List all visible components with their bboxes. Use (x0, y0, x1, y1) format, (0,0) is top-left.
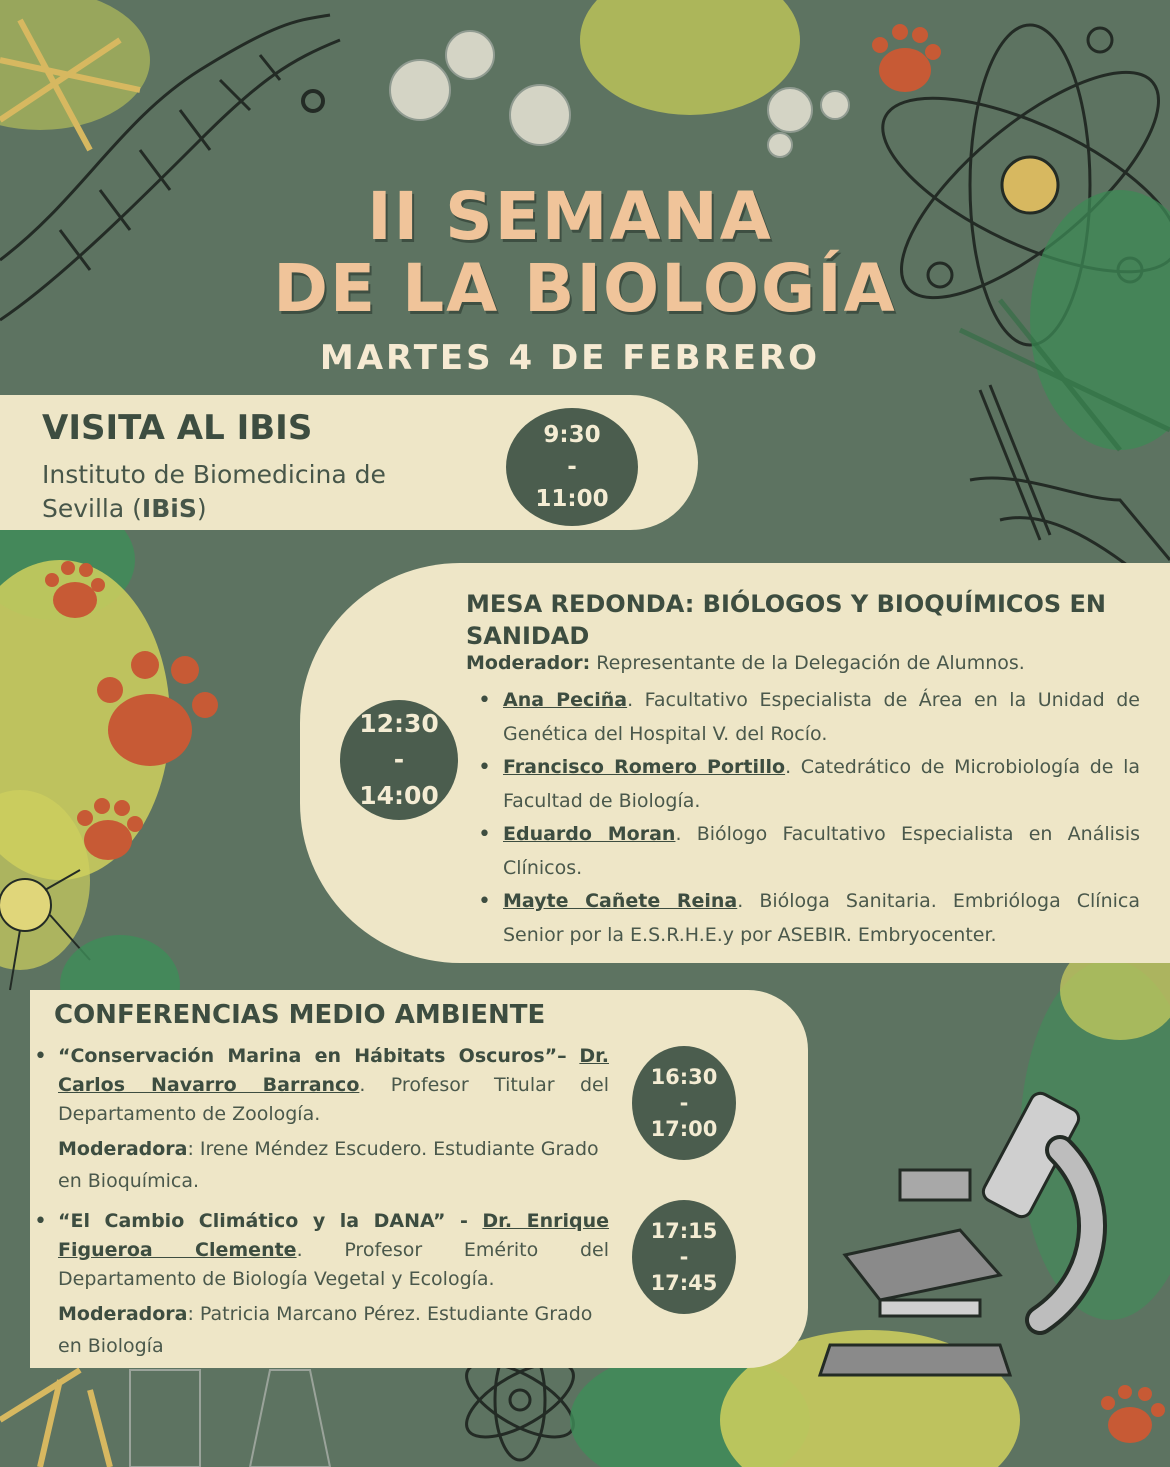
time-start: 12:30 (359, 709, 439, 738)
paw-print-icon (1101, 1385, 1165, 1443)
time-end: 17:45 (650, 1271, 718, 1295)
time-separator: - (679, 1091, 689, 1115)
time-separator: - (567, 454, 577, 480)
speaker-name: Mayte Cañete Reina (503, 890, 738, 912)
conference-time-badge (632, 1200, 736, 1314)
moderator-text: : Patricia Marcano Pérez. Estudiante Grado en Biología (58, 1303, 593, 1357)
event-title-line1: II SEMANA (367, 178, 773, 255)
visita-subtitle (42, 458, 462, 526)
event-date: MARTES 4 DE FEBRERO (319, 338, 821, 378)
list-item (478, 818, 1140, 885)
conference-moderator (34, 1133, 609, 1197)
visita-subtitle-bold: IBiS (141, 494, 197, 523)
speaker-name: Eduardo Moran (503, 823, 676, 845)
conference-line (34, 1042, 609, 1129)
speaker-desc: . Profesor Emérito del Departamento de Biología Vegetal y Ecología. (58, 1239, 609, 1290)
paw-print-icon (872, 24, 941, 92)
conference-moderator (34, 1298, 609, 1362)
visita-title: VISITA AL IBIS (42, 408, 313, 448)
leaf-illustration (0, 0, 150, 150)
speaker-name: Ana Peciña (503, 689, 628, 711)
conference-item (34, 1042, 609, 1197)
event-title-line2: DE LA BIOLOGÍA (273, 250, 897, 327)
mesa-speaker-list (478, 684, 1140, 952)
conference-time-badge (632, 1046, 736, 1160)
time-start: 17:15 (650, 1219, 718, 1243)
mesa-moderator (466, 652, 1126, 674)
conference-item (34, 1207, 609, 1362)
speaker-desc: . Facultativo Especialista de Área en la Unidad de Genética del Hospital V. del Rocío. (503, 689, 1140, 745)
mesa-title: MESA REDONDA: BIÓLOGOS Y BIOQUÍMICOS EN SANIDAD (466, 590, 1107, 650)
conferencias-title: CONFERENCIAS MEDIO AMBIENTE (54, 1000, 546, 1030)
moderator-label: Moderador: (466, 652, 591, 674)
time-end: 17:00 (650, 1117, 718, 1141)
speaker-name: Dr. Carlos Navarro Barranco (58, 1045, 609, 1096)
speaker-desc: . Bióloga Sanitaria. Embrióloga Clínica Senior por la E.S.R.H.E.y por ASEBIR. Embryocenter. (503, 890, 1140, 946)
speaker-desc: . Profesor Titular del Departamento de Zoología. (58, 1074, 609, 1125)
time-start: 9:30 (543, 422, 601, 448)
moderator-label: Moderadora (58, 1303, 188, 1325)
talk-separator: - (445, 1210, 483, 1232)
time-separator: - (679, 1245, 689, 1269)
flask-illustration (130, 1370, 200, 1467)
flask-illustration (250, 1370, 330, 1467)
list-item (478, 684, 1140, 751)
time-end: 14:00 (359, 781, 439, 810)
visita-subtitle-end: ) (196, 494, 207, 523)
speaker-name: Francisco Romero Portillo (503, 756, 786, 778)
mesa-time-badge (340, 700, 458, 820)
visita-time-badge (506, 408, 638, 526)
talk-title: “El Cambio Climático y la DANA” (58, 1210, 446, 1232)
moderator-label: Moderadora (58, 1138, 188, 1160)
list-item (478, 885, 1140, 952)
conference-line (34, 1207, 609, 1294)
list-item (478, 751, 1140, 818)
speaker-desc: . Catedrático de Microbiología de la Facultad de Biología. (503, 756, 1140, 812)
speaker-desc: . Biólogo Facultativo Especialista en Análisis Clínicos. (503, 823, 1141, 879)
leaf-illustration (580, 0, 800, 115)
leaf-illustration (0, 1370, 110, 1467)
time-start: 16:30 (650, 1065, 718, 1089)
speaker-name: Dr. Enrique Figueroa Clemente (58, 1210, 609, 1261)
moderator-text: Representante de la Delegación de Alumnos. (590, 652, 1025, 674)
moderator-text: : Irene Méndez Escudero. Estudiante Grado en Bioquímica. (58, 1138, 599, 1192)
talk-title: “Conservación Marina en Hábitats Oscuros”– (58, 1045, 567, 1067)
time-separator: - (393, 745, 405, 774)
visita-subtitle-text: Instituto de Biomedicina de Sevilla ( (42, 460, 386, 523)
time-end: 11:00 (535, 486, 609, 512)
